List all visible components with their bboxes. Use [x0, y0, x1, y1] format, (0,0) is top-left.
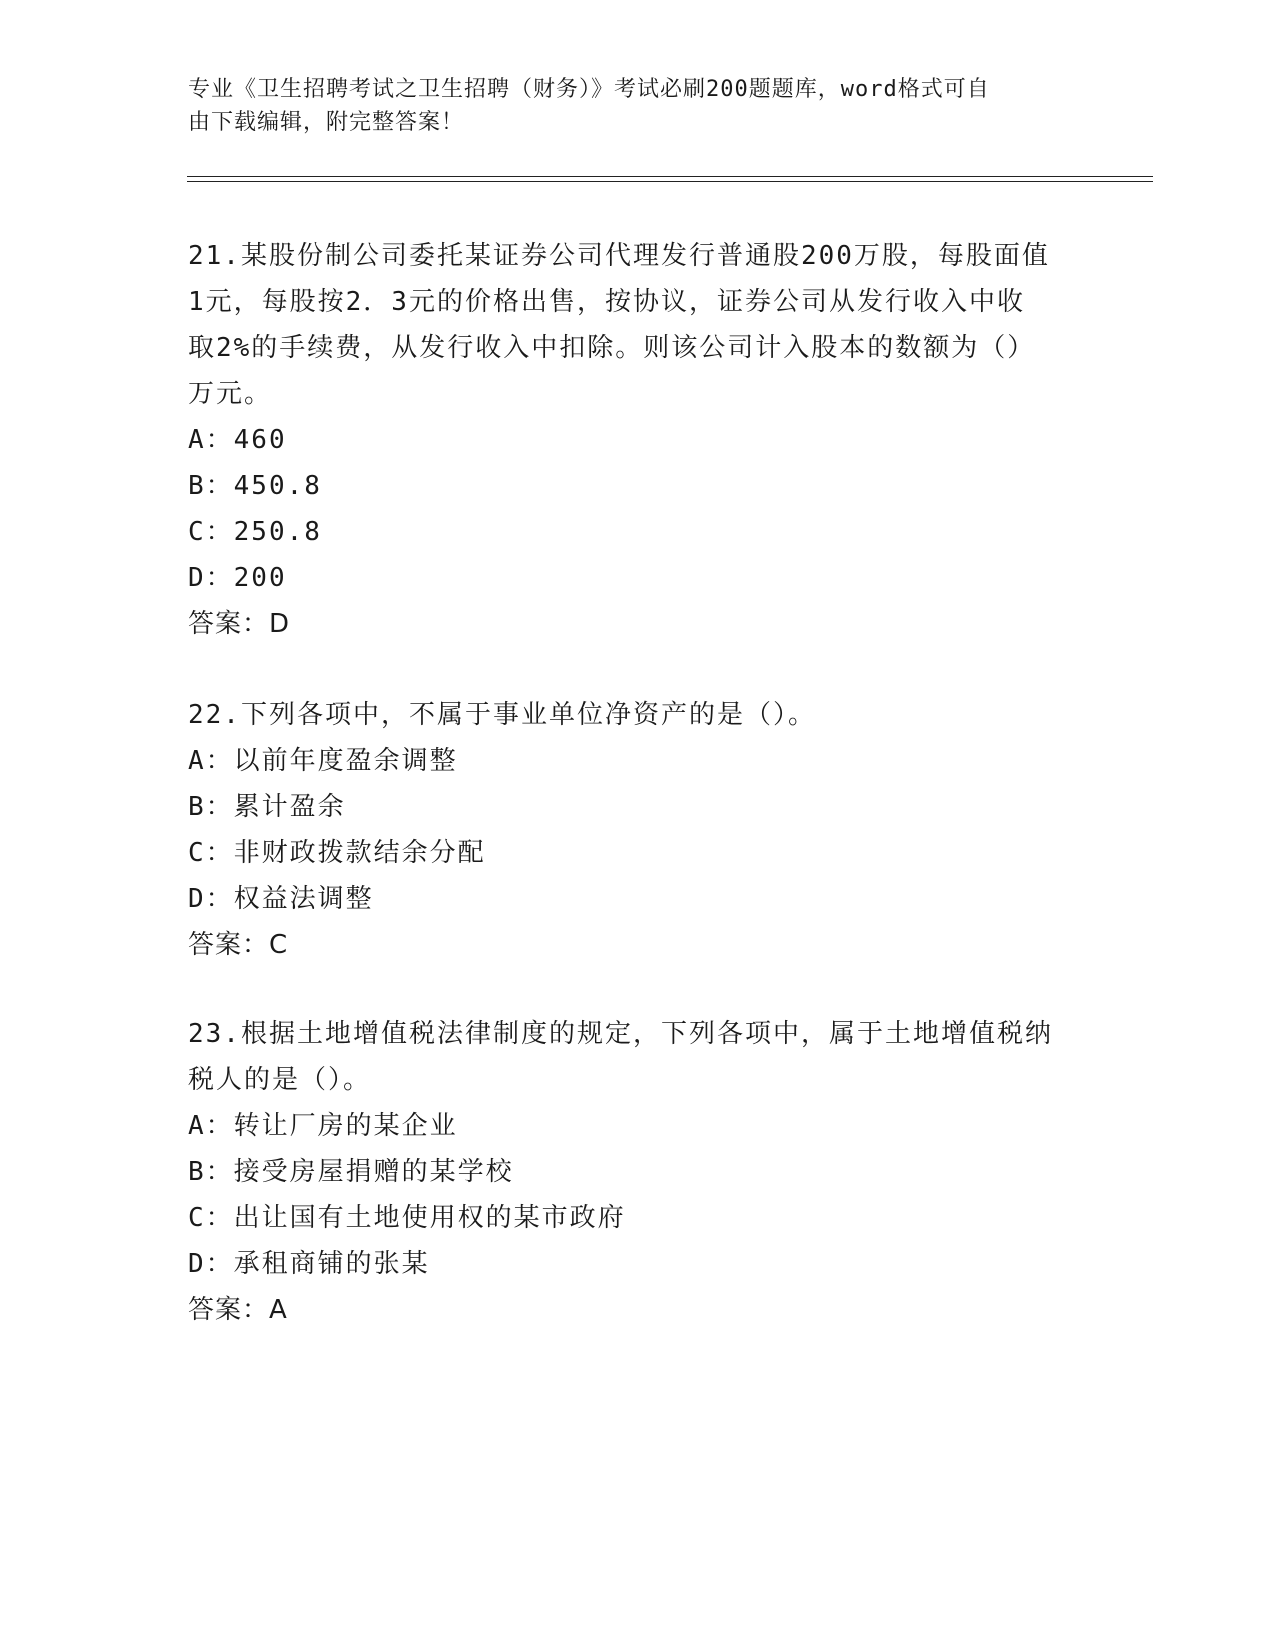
header-line-1: 专业《卫生招聘考试之卫生招聘（财务）》考试必刷200题题库，word格式可自: [188, 77, 990, 102]
question-text-line: 税人的是（）。: [188, 1065, 372, 1095]
option-d: D：承租商铺的张某: [188, 1249, 430, 1279]
document-header: [188, 73, 1068, 139]
header-divider-top: [187, 176, 1153, 177]
question-text-line: 23.根据土地增值税法律制度的规定，下列各项中，属于土地增值税纳: [188, 1019, 1053, 1049]
question-text-line: 万元。: [188, 379, 273, 409]
option-b: B：450.8: [188, 471, 322, 501]
question-22: [188, 692, 1088, 968]
question-text-line: 1元，每股按2．3元的价格出售，按协议，证券公司从发行收入中收: [188, 287, 1025, 317]
option-d: D：200: [188, 563, 287, 593]
option-b: B：接受房屋捐赠的某学校: [188, 1157, 514, 1187]
question-23: [188, 1011, 1088, 1333]
option-a: A：460: [188, 425, 287, 455]
option-b: B：累计盈余: [188, 792, 346, 822]
option-d: D：权益法调整: [188, 884, 374, 914]
option-c: C：非财政拨款结余分配: [188, 838, 486, 868]
option-a: A：以前年度盈余调整: [188, 746, 458, 776]
header-divider-bottom: [187, 181, 1153, 182]
header-line-2: 由下载编辑，附完整答案！: [188, 110, 465, 135]
answer-line: 答案：D: [188, 609, 291, 639]
question-text-line: 取2%的手续费，从发行收入中扣除。则该公司计入股本的数额为（）: [188, 333, 1036, 363]
option-c: C：出让国有土地使用权的某市政府: [188, 1203, 626, 1233]
question-text-line: 22.下列各项中，不属于事业单位净资产的是（）。: [188, 700, 816, 730]
question-text-line: 21.某股份制公司委托某证券公司代理发行普通股200万股，每股面值: [188, 241, 1050, 271]
question-21: [188, 233, 1088, 647]
option-c: C：250.8: [188, 517, 322, 547]
option-a: A：转让厂房的某企业: [188, 1111, 458, 1141]
answer-line: 答案：A: [188, 1295, 288, 1325]
answer-line: 答案：C: [188, 930, 289, 960]
